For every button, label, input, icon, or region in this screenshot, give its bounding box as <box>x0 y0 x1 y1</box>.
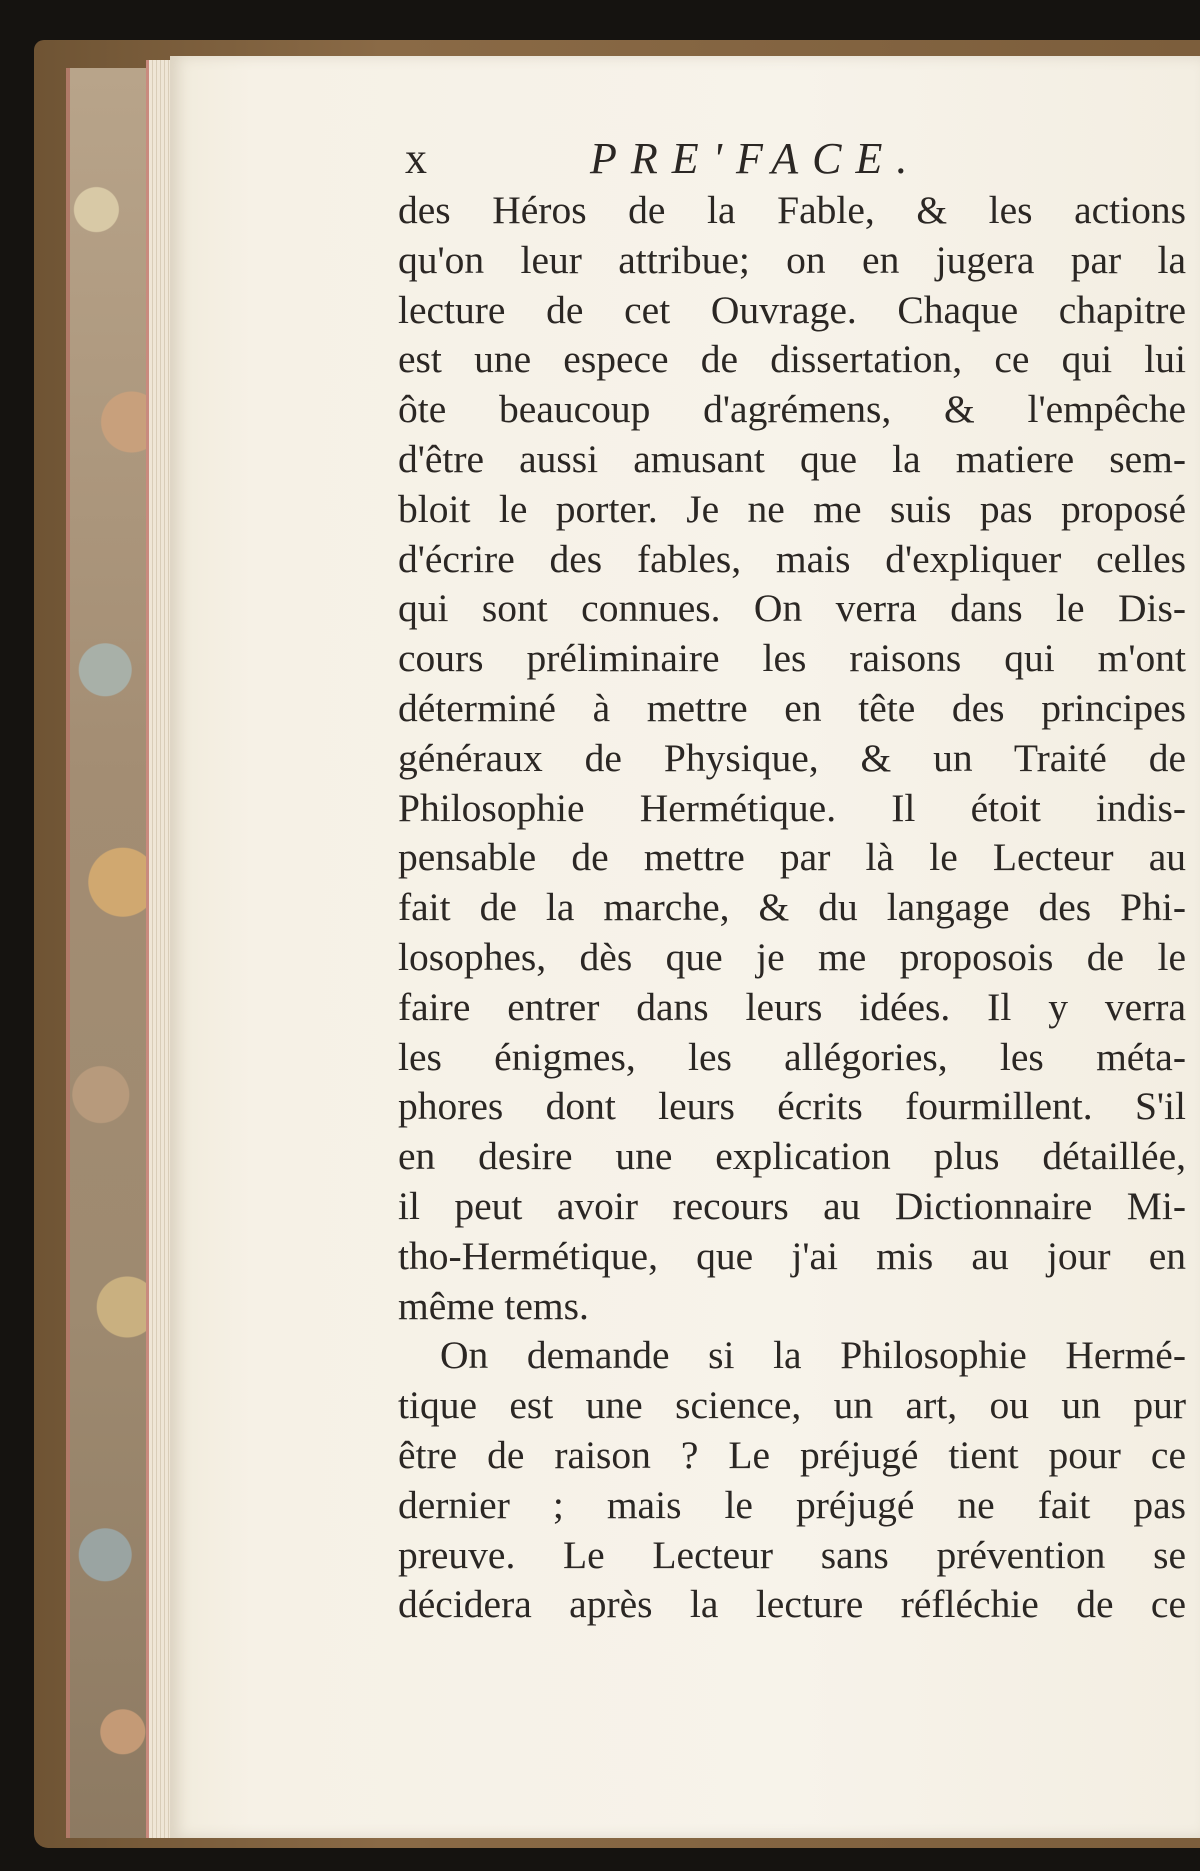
paragraph-2 <box>398 1331 1186 1630</box>
text-line: On demande si la Philosophie Hermé- <box>440 1333 1186 1378</box>
text-line: tique est une science, un art, ou un pur <box>398 1383 1186 1428</box>
text-line: cours préliminaire les raisons qui m'ont <box>398 636 1186 681</box>
marbled-endpaper <box>66 68 158 1838</box>
text-line: d'être aussi amusant que la matiere sem- <box>398 436 1186 481</box>
text-line: il peut avoir recours au Dictionnaire Mi- <box>398 1183 1186 1228</box>
text-line: phores dont leurs écrits fourmillent. S'il <box>398 1084 1186 1129</box>
running-head <box>405 132 1200 186</box>
text-line: Philosophie Hermétique. Il étoit indis- <box>398 785 1186 830</box>
text-line: lecture de cet Ouvrage. Chaque chapitre <box>398 287 1186 332</box>
text-line: déterminé à mettre en tête des principes <box>398 685 1186 730</box>
text-line: décidera après la lecture réfléchie de ce <box>398 1582 1186 1627</box>
text-line: tho-Hermétique, que j'ai mis au jour en <box>398 1233 1186 1278</box>
text-line: d'écrire des fables, mais d'expliquer celles <box>398 536 1186 581</box>
text-line: des Héros de la Fable, & les actions <box>398 188 1186 232</box>
text-line: losophes, dès que je me proposois de le <box>398 934 1186 979</box>
text-line: qui sont connues. On verra dans le Dis- <box>398 586 1186 631</box>
text-line: même tems. <box>398 1283 589 1328</box>
text-line: fait de la marche, & du langage des Phi- <box>398 885 1186 930</box>
text-line: ôte beaucoup d'agrémens, & l'empêche <box>398 387 1186 432</box>
text-line: est une espece de dissertation, ce qui lui <box>398 337 1186 382</box>
text-line: pensable de mettre par là le Lecteur au <box>398 835 1186 880</box>
paragraph-1 <box>398 186 1186 1331</box>
text-line: qu'on leur attribue; on en jugera par la <box>398 237 1186 282</box>
text-line: faire entrer dans leurs idées. Il y verra <box>398 984 1186 1029</box>
text-line: être de raison ? Le préjugé tient pour ce <box>398 1432 1186 1477</box>
running-title: PRE'FACE. <box>590 134 922 183</box>
text-line: les énigmes, les allégories, les méta- <box>398 1034 1186 1079</box>
page-number: x <box>405 134 427 183</box>
text-line: bloit le porter. Je ne me suis pas proposé <box>398 486 1186 531</box>
text-line: généraux de Physique, & un Traité de <box>398 735 1186 780</box>
text-line: en desire une explication plus détaillée, <box>398 1134 1186 1179</box>
text-line: preuve. Le Lecteur sans prévention se <box>398 1532 1186 1577</box>
body-text <box>398 186 1186 1630</box>
text-line: dernier ; mais le préjugé ne fait pas <box>398 1482 1186 1527</box>
